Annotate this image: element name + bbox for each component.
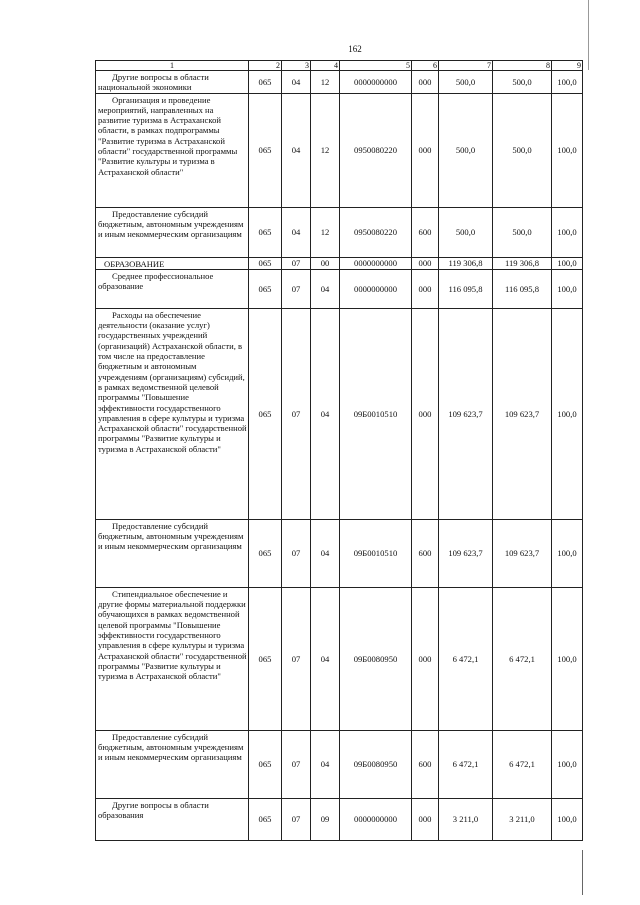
cell-ministry-code: 065 (249, 730, 282, 798)
cell-subsection: 04 (311, 269, 340, 308)
row-description: Другие вопросы в области образования (96, 798, 249, 840)
cell-executed: 6 472,1 (493, 587, 552, 730)
cell-executed: 109 623,7 (493, 308, 552, 519)
cell-ministry-code: 065 (249, 798, 282, 840)
cell-percent: 100,0 (552, 519, 583, 587)
cell-section: 07 (282, 519, 311, 587)
cell-planned: 500,0 (439, 71, 493, 94)
cell-executed: 500,0 (493, 93, 552, 207)
header-cell: 7 (439, 61, 493, 71)
cell-ministry-code: 065 (249, 587, 282, 730)
cell-percent: 100,0 (552, 798, 583, 840)
cell-expense-type: 600 (412, 207, 439, 257)
cell-subsection: 04 (311, 587, 340, 730)
cell-section: 07 (282, 257, 311, 269)
cell-planned: 500,0 (439, 93, 493, 207)
cell-expense-type: 000 (412, 71, 439, 94)
cell-expense-type: 000 (412, 308, 439, 519)
cell-subsection: 12 (311, 71, 340, 94)
cell-subsection: 04 (311, 519, 340, 587)
row-description: Организация и проведение мероприятий, направленных на развитие туризма в Астраханской области, в рамках подпрограммы "Развитие туризма в Астраханской области" государственной программы "Развитие культуры и туризма в Астраханской области" (96, 93, 249, 207)
cell-section: 07 (282, 730, 311, 798)
row-description: ОБРАЗОВАНИЕ (96, 257, 249, 269)
page-number: 162 (348, 44, 362, 54)
table-row (96, 93, 583, 207)
cell-ministry-code: 065 (249, 93, 282, 207)
table-row (96, 519, 583, 587)
cell-planned: 500,0 (439, 207, 493, 257)
cell-ministry-code: 065 (249, 257, 282, 269)
cell-section: 04 (282, 71, 311, 94)
cell-percent: 100,0 (552, 207, 583, 257)
header-cell: 6 (412, 61, 439, 71)
cell-expense-type: 000 (412, 93, 439, 207)
cell-target-article: 0000000000 (340, 798, 412, 840)
row-description: Предоставление субсидий бюджетным, автономным учреждениям и иным некоммерческим организациям (96, 519, 249, 587)
cell-section: 07 (282, 308, 311, 519)
cell-target-article: 0000000000 (340, 71, 412, 94)
cell-subsection: 09 (311, 798, 340, 840)
cell-percent: 100,0 (552, 93, 583, 207)
table-row (96, 71, 583, 94)
cell-executed: 116 095,8 (493, 269, 552, 308)
table-row (96, 257, 583, 269)
cell-section: 07 (282, 798, 311, 840)
cell-ministry-code: 065 (249, 308, 282, 519)
row-description: Расходы на обеспечение деятельности (оказание услуг) государственных учреждений (организаций) Астраханской области, в том числе на предоставление бюджетным и автономным учреждениям (организациям) субсидий, в рамках ведомственной целевой программы "Повышение эффективности государственного управления в сфере культуры и туризма Астраханской области" государственной программы "Развитие культуры и туризма в Астраханской области" (96, 308, 249, 519)
cell-executed: 109 623,7 (493, 519, 552, 587)
table-row (96, 730, 583, 798)
table-row (96, 269, 583, 308)
cell-subsection: 00 (311, 257, 340, 269)
cell-ministry-code: 065 (249, 269, 282, 308)
cell-executed: 119 306,8 (493, 257, 552, 269)
cell-section: 07 (282, 269, 311, 308)
cell-percent: 100,0 (552, 257, 583, 269)
cell-section: 04 (282, 207, 311, 257)
cell-expense-type: 000 (412, 269, 439, 308)
header-cell: 2 (249, 61, 282, 71)
cell-subsection: 12 (311, 93, 340, 207)
cell-expense-type: 000 (412, 798, 439, 840)
cell-percent: 100,0 (552, 587, 583, 730)
cell-ministry-code: 065 (249, 519, 282, 587)
cell-expense-type: 600 (412, 730, 439, 798)
cell-target-article: 09Б0080950 (340, 730, 412, 798)
scan-gutter-line (582, 850, 583, 895)
header-cell: 3 (282, 61, 311, 71)
cell-planned: 116 095,8 (439, 269, 493, 308)
cell-executed: 500,0 (493, 207, 552, 257)
cell-ministry-code: 065 (249, 207, 282, 257)
header-cell: 4 (311, 61, 340, 71)
header-cell: 1 (96, 61, 249, 71)
row-description: Среднее профессиональное образование (96, 269, 249, 308)
cell-percent: 100,0 (552, 71, 583, 94)
header-cell: 9 (552, 61, 583, 71)
cell-subsection: 04 (311, 308, 340, 519)
cell-ministry-code: 065 (249, 71, 282, 94)
cell-expense-type: 000 (412, 587, 439, 730)
row-description: Стипендиальное обеспечение и другие формы материальной поддержки обучающихся в рамках ведомственной целевой программы "Повышение эффективности государственного управления в сфере культуры и туризма Астраханской области" государственной программы "Развитие культуры и туризма в Астраханской области" (96, 587, 249, 730)
row-description: Предоставление субсидий бюджетным, автономным учреждениям и иным некоммерческим организациям (96, 207, 249, 257)
cell-planned: 6 472,1 (439, 587, 493, 730)
budget-table (95, 60, 583, 841)
scan-edge-line (588, 0, 589, 70)
table-row (96, 587, 583, 730)
cell-executed: 3 211,0 (493, 798, 552, 840)
row-description: Предоставление субсидий бюджетным, автономным учреждениям и иным некоммерческим организациям (96, 730, 249, 798)
cell-expense-type: 000 (412, 257, 439, 269)
cell-planned: 3 211,0 (439, 798, 493, 840)
cell-subsection: 12 (311, 207, 340, 257)
cell-percent: 100,0 (552, 269, 583, 308)
cell-target-article: 09Б0080950 (340, 587, 412, 730)
cell-planned: 109 623,7 (439, 308, 493, 519)
cell-target-article: 0950080220 (340, 207, 412, 257)
header-row (96, 61, 583, 71)
cell-subsection: 04 (311, 730, 340, 798)
cell-executed: 500,0 (493, 71, 552, 94)
cell-percent: 100,0 (552, 308, 583, 519)
cell-target-article: 0000000000 (340, 269, 412, 308)
cell-planned: 109 623,7 (439, 519, 493, 587)
cell-target-article: 0950080220 (340, 93, 412, 207)
row-description: Другие вопросы в области национальной экономики (96, 71, 249, 94)
cell-section: 07 (282, 587, 311, 730)
header-cell: 8 (493, 61, 552, 71)
cell-planned: 6 472,1 (439, 730, 493, 798)
table-row (96, 207, 583, 257)
cell-target-article: 09Б0010510 (340, 308, 412, 519)
table-row (96, 798, 583, 840)
cell-section: 04 (282, 93, 311, 207)
cell-expense-type: 600 (412, 519, 439, 587)
header-cell: 5 (340, 61, 412, 71)
cell-percent: 100,0 (552, 730, 583, 798)
cell-target-article: 09Б0010510 (340, 519, 412, 587)
table-row (96, 308, 583, 519)
cell-target-article: 0000000000 (340, 257, 412, 269)
cell-executed: 6 472,1 (493, 730, 552, 798)
cell-planned: 119 306,8 (439, 257, 493, 269)
